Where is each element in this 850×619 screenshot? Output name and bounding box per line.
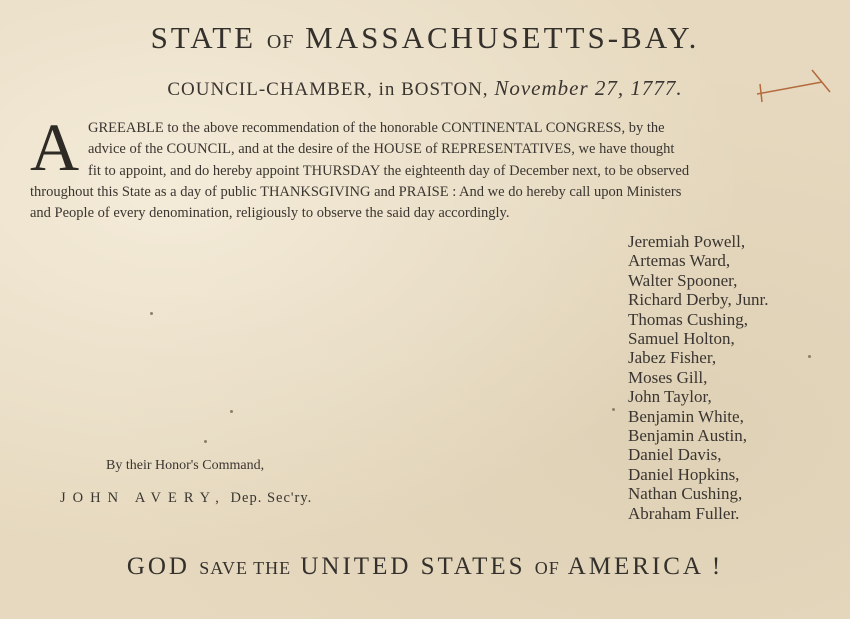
signer: Benjamin Austin, [628,426,747,446]
proclamation-line: and People of every denomination, religiously to observe the said day accordingly. [30,205,510,222]
command-line: By their Honor's Command, [106,458,265,473]
proclamation-full [30,182,681,225]
paper-speck [204,440,207,443]
signer: Walter Spooner, [628,270,738,290]
signer: Artemas Ward, [628,251,731,271]
signers-list [628,232,769,523]
signer: John Taylor, [628,387,712,407]
paper-speck [230,410,233,413]
signer: Samuel Holton, [628,329,735,349]
paper-speck [150,312,153,315]
dropcap: A [30,109,80,185]
proclamation-line: GREEABLE to the above recommendation of the honorable CONTINENTAL CONGRESS, by the [88,120,665,136]
signer: Abraham Fuller. [628,503,740,523]
pencil-mark-icon [752,62,842,107]
proclamation-line: advice of the COUNCIL, and at the desire of the HOUSE of REPRESENTATIVES, we have thought [88,141,675,158]
place-and-date: COUNCIL-CHAMBER, in BOSTON, November 27, 1777. [167,76,683,100]
signer: Thomas Cushing, [628,309,748,329]
proclamation-line: throughout this State as a day of public THANKSGIVING and PRAISE : And we do hereby call upon Ministers [30,184,682,200]
proclamation-indented [88,118,689,182]
signer: Jeremiah Powell, [628,232,746,251]
proclamation-line: fit to appoint, and do hereby appoint THURSDAY the eighteenth day of December next, to be observed [88,162,690,179]
document-title: STATE OF MASSACHUSETTS-BAY. [150,20,700,55]
signer: Moses Gill, [628,367,708,387]
signer: Benjamin White, [628,406,744,426]
paper-speck [612,408,615,411]
footer-motto: GOD SAVE THE UNITED STATES OF AMERICA ! [126,553,724,580]
secretary-signature: JOHN AVERY, Dep. Sec'ry. [60,490,313,506]
signer: Jabez Fisher, [628,348,717,368]
signer: Nathan Cushing, [628,484,743,504]
signer: Richard Derby, Junr. [628,290,769,310]
signer: Daniel Hopkins, [628,464,740,484]
signer: Daniel Davis, [628,445,722,465]
paper-speck [808,355,811,358]
